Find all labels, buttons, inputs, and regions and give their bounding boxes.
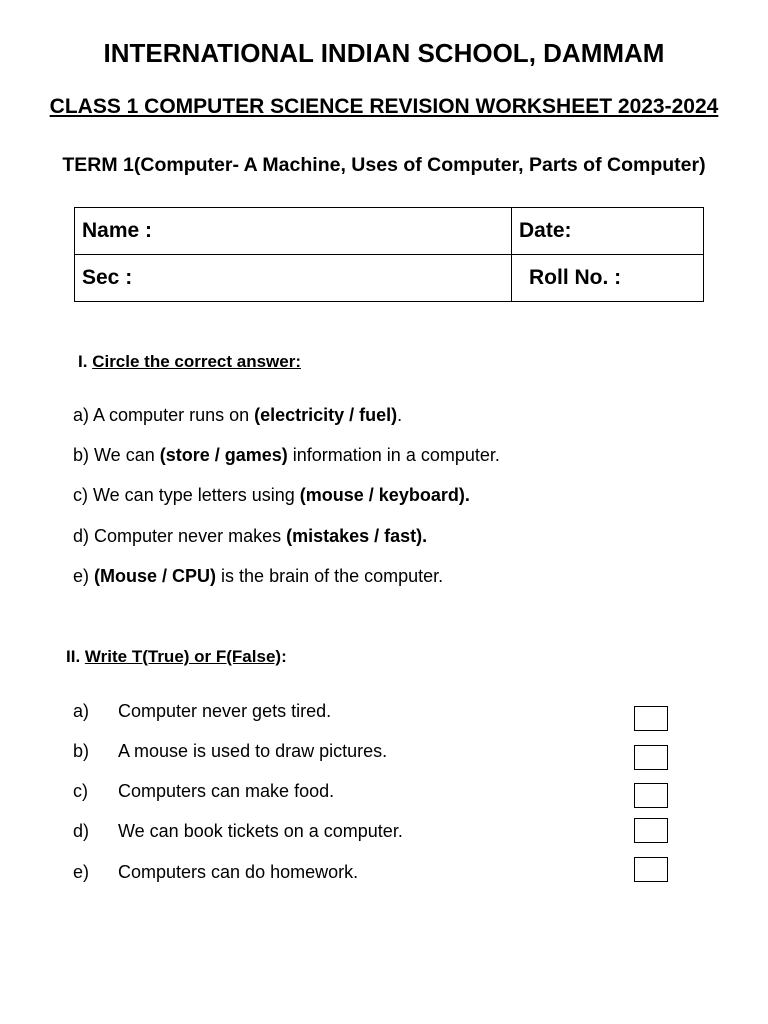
question-item [73, 445, 500, 466]
question-item [73, 526, 427, 547]
answer-box[interactable] [634, 745, 668, 770]
answer-box[interactable] [634, 783, 668, 808]
answer-box[interactable] [634, 706, 668, 731]
statement-text: A mouse is used to draw pictures. [118, 741, 388, 761]
info-row [75, 255, 704, 302]
section-1-title: Circle the correct answer: [92, 352, 301, 371]
question-text-end: information in a computer. [287, 445, 500, 465]
question-text: Computer never makes [89, 526, 287, 546]
section-2-title: Write T(True) or F(False) [84, 647, 282, 666]
statement-letter: b) [73, 741, 90, 761]
section-2-number: II. [66, 647, 81, 666]
question-text-end: is the brain of the computer. [216, 566, 444, 586]
question-text: We can [89, 445, 160, 465]
question-text: A computer runs on [89, 405, 255, 425]
worksheet-title: CLASS 1 COMPUTER SCIENCE REVISION WORKSHEET 2023-2024 [49, 95, 719, 118]
question-item [73, 566, 443, 587]
student-info-table [74, 207, 704, 302]
statement-letter: c) [73, 781, 88, 801]
question-options: (store / games) [159, 445, 288, 465]
answer-box[interactable] [634, 818, 668, 843]
section-1-number: I. [78, 352, 88, 371]
statement-text: Computers can make food. [118, 781, 335, 801]
term-topics: TERM 1(Computer- A Machine, Uses of Computer, Parts of Computer) [62, 154, 706, 176]
question-text: We can type letters using [88, 485, 300, 505]
question-letter: b) [73, 445, 90, 465]
answer-box[interactable] [634, 857, 668, 882]
statement-text: We can book tickets on a computer. [118, 821, 403, 841]
section-2-colon: : [281, 647, 287, 666]
info-row [75, 208, 704, 255]
statement-letter: e) [73, 862, 90, 882]
roll-number-field: Roll No. : [512, 255, 704, 302]
school-name: INTERNATIONAL INDIAN SCHOOL, DAMMAM [103, 38, 665, 68]
question-options: (electricity / fuel) [254, 405, 398, 425]
question-options: (mouse / keyboard). [299, 485, 470, 505]
statement-letter: a) [73, 701, 90, 721]
statement-text: Computer never gets tired. [118, 701, 332, 721]
section-2-heading [66, 647, 287, 667]
question-letter: a) [73, 405, 90, 425]
question-item [73, 485, 470, 506]
question-letter: e) [73, 566, 90, 586]
section-1-heading [78, 352, 301, 372]
question-options: (Mouse / CPU) [94, 566, 217, 586]
section-field: Sec : [75, 255, 512, 302]
question-text-end: . [397, 405, 403, 425]
name-field: Name : [75, 208, 512, 255]
statement-letter: d) [73, 821, 90, 841]
question-item [73, 405, 402, 426]
question-options: (mistakes / fast). [286, 526, 428, 546]
question-letter: c) [73, 485, 88, 505]
date-field: Date: [512, 208, 704, 255]
statement-text: Computers can do homework. [118, 862, 359, 882]
question-letter: d) [73, 526, 90, 546]
